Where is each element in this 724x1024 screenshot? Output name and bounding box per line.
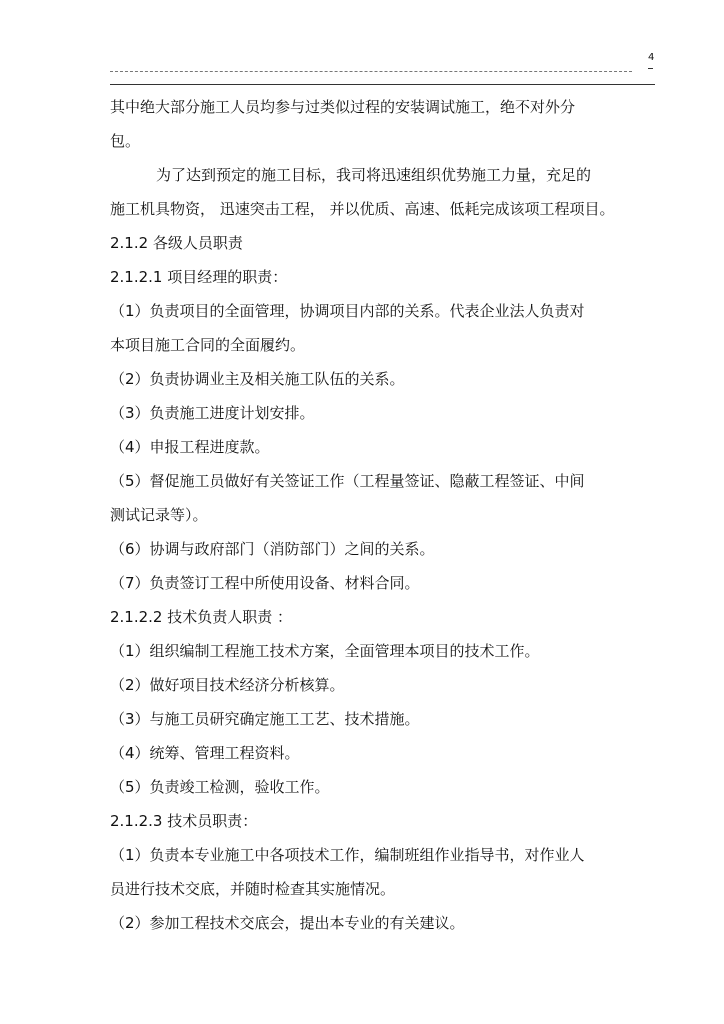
subsection-heading: 2.1.2.3 技术员职责： <box>110 812 258 830</box>
page-number: 4 <box>648 52 655 63</box>
body-line: 测试记录等）。 <box>110 506 208 524</box>
body-line: （3）与施工员研究确定施工工艺、技术措施。 <box>110 710 420 728</box>
body-line: （1）负责项目的全面管理，协调项目内部的关系。代表企业法人负责对 <box>110 302 585 320</box>
body-line: （4）申报工程进度款。 <box>110 438 270 456</box>
body-line: 其中绝大部分施工人员均参与过类似过程的安装调试施工，绝不对外分 <box>110 98 576 116</box>
body-line: （2）做好项目技术经济分析核算。 <box>110 676 345 694</box>
body-line: 包。 <box>110 132 141 150</box>
body-line: 本项目施工合同的全面履约。 <box>110 336 306 354</box>
document-body <box>110 95 630 945</box>
page-number-dash <box>648 68 653 69</box>
body-line: （1）组织编制工程施工技术方案，全面管理本项目的技术工作。 <box>110 642 540 660</box>
subsection-heading: 2.1.2.2 技术负责人职责 ： <box>110 608 293 626</box>
header-dashed-rule <box>110 71 632 72</box>
subsection-heading: 2.1.2.1 项目经理的职责： <box>110 268 288 286</box>
body-line: （5）督促施工员做好有关签证工作（工程量签证、隐蔽工程签证、中间 <box>110 472 585 490</box>
header-solid-rule <box>110 84 655 85</box>
body-line: （6）协调与政府部门（消防部门）之间的关系。 <box>110 540 435 558</box>
body-line: （4）统筹、管理工程资料。 <box>110 744 300 762</box>
body-line: 为了达到预定的施工目标，我司将迅速组织优势施工力量，充足的 <box>156 166 592 184</box>
body-line: （1）负责本专业施工中各项技术工作，编制班组作业指导书，对作业人 <box>110 846 585 864</box>
body-line: 施工机具物资， 迅速突击工程， 并以优质、高速、低耗完成该项工程项目。 <box>110 200 615 218</box>
body-line: （2）负责协调业主及相关施工队伍的关系。 <box>110 370 405 388</box>
body-line: 员进行技术交底，并随时检查其实施情况。 <box>110 880 396 898</box>
section-heading: 2.1.2 各级人员职责 <box>110 234 243 252</box>
body-line: （7）负责签订工程中所使用设备、材料合同。 <box>110 574 420 592</box>
body-line: （5）负责竣工检测，验收工作。 <box>110 778 330 796</box>
body-line: （3）负责施工进度计划安排。 <box>110 404 315 422</box>
body-line: （2）参加工程技术交底会，提出本专业的有关建议。 <box>110 914 465 932</box>
